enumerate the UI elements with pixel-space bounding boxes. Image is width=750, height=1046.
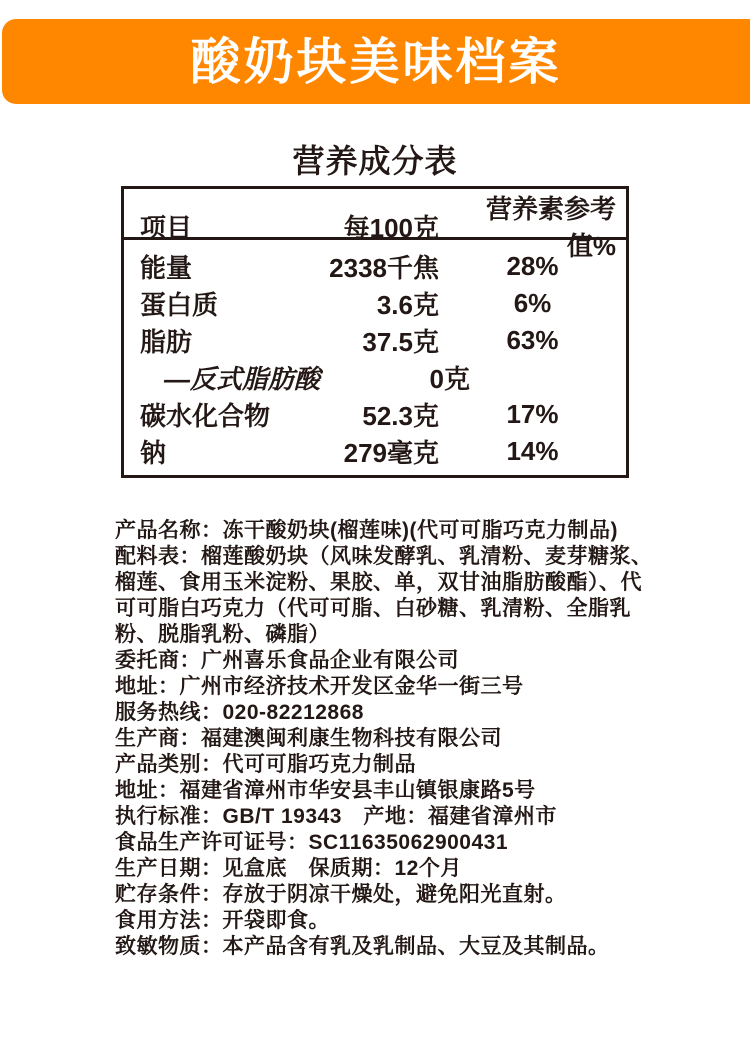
product-detail-line: 产品名称：冻干酸奶块(榴莲味)(代可可脂巧克力制品) <box>115 519 618 542</box>
nutrition-table-row <box>124 248 626 285</box>
nutrient-name: 脂肪 <box>140 327 193 357</box>
nutrient-value: 37.5克 <box>362 327 439 357</box>
product-detail-line: 服务热线：020-82212868 <box>115 701 364 724</box>
product-detail-line: 执行标准：GB/T 19343 产地：福建省漳州市 <box>115 805 557 828</box>
nutrient-nrv: 17% <box>506 399 559 429</box>
product-detail-line: 食品生产许可证号：SC11635062900431 <box>115 831 509 854</box>
nutrient-name: 钠 <box>140 438 167 468</box>
nutrient-nrv: 28% <box>506 251 559 281</box>
section-banner <box>2 19 750 104</box>
nutrient-value: 52.3克 <box>362 401 439 431</box>
product-detail-line: 生产商：福建澳闽利康生物科技有限公司 <box>115 727 502 750</box>
nutrition-table-row <box>124 322 626 359</box>
nutrient-name: 蛋白质 <box>140 290 219 320</box>
column-header-per-100g: 每100克 <box>343 212 439 243</box>
nutrition-table-row <box>124 359 626 396</box>
nutrient-value: 3.6克 <box>376 290 439 320</box>
nutrition-facts-table <box>121 186 629 478</box>
product-detail-line: 地址：福建省漳州市华安县丰山镇银康路5号 <box>115 779 536 802</box>
nutrient-name: 能量 <box>140 253 193 283</box>
nutrient-name: 碳水化合物 <box>140 401 271 431</box>
column-header-nrv-percent: 营养素参考值% <box>485 194 616 261</box>
nutrition-section-title: 营养成分表 <box>292 143 458 179</box>
product-detail-line: 可可脂白巧克力（代可可脂、白砂糖、乳清粉、全脂乳 <box>115 597 631 620</box>
nutrition-table-row <box>124 285 626 322</box>
nutrient-nrv: 6% <box>513 288 552 318</box>
product-detail-line: 致敏物质：本产品含有乳及乳制品、大豆及其制品。 <box>115 935 610 958</box>
nutrient-value: 0克 <box>429 364 471 394</box>
nutrient-nrv: 14% <box>506 436 559 466</box>
product-detail-line: 产品类别：代可可脂巧克力制品 <box>115 753 416 776</box>
nutrient-nrv: 63% <box>506 325 559 355</box>
product-details-block <box>115 518 675 960</box>
nutrient-value: 2338千焦 <box>329 253 439 283</box>
nutrition-table-header <box>124 189 626 261</box>
column-header-item: 项目 <box>140 212 193 243</box>
nutrition-table-row <box>124 396 626 433</box>
product-detail-line: 地址：广州市经济技术开发区金华一街三号 <box>115 675 524 698</box>
product-detail-line: 生产日期：见盒底 保质期：12个月 <box>115 857 462 880</box>
product-detail-line: 配料表：榴莲酸奶块（风味发酵乳、乳清粉、麦芽糖浆、 <box>115 545 653 568</box>
product-detail-line: 贮存条件：存放于阴凉干燥处，避免阳光直射。 <box>115 883 567 906</box>
product-detail-line: 榴莲、食用玉米淀粉、果胶、单，双甘油脂肪酸酯）、代 <box>115 571 642 594</box>
nutrient-value: 279毫克 <box>343 438 439 468</box>
nutrition-table-row <box>124 433 626 470</box>
product-detail-line: 食用方法：开袋即食。 <box>115 909 330 932</box>
product-detail-line: 粉、脱脂乳粉、磷脂） <box>115 623 330 646</box>
banner-title: 酸奶块美味档案 <box>190 33 562 90</box>
product-detail-line: 委托商：广州喜乐食品企业有限公司 <box>115 649 459 672</box>
nutrition-table-body <box>124 240 626 470</box>
nutrient-name: —反式脂肪酸 <box>164 364 321 394</box>
